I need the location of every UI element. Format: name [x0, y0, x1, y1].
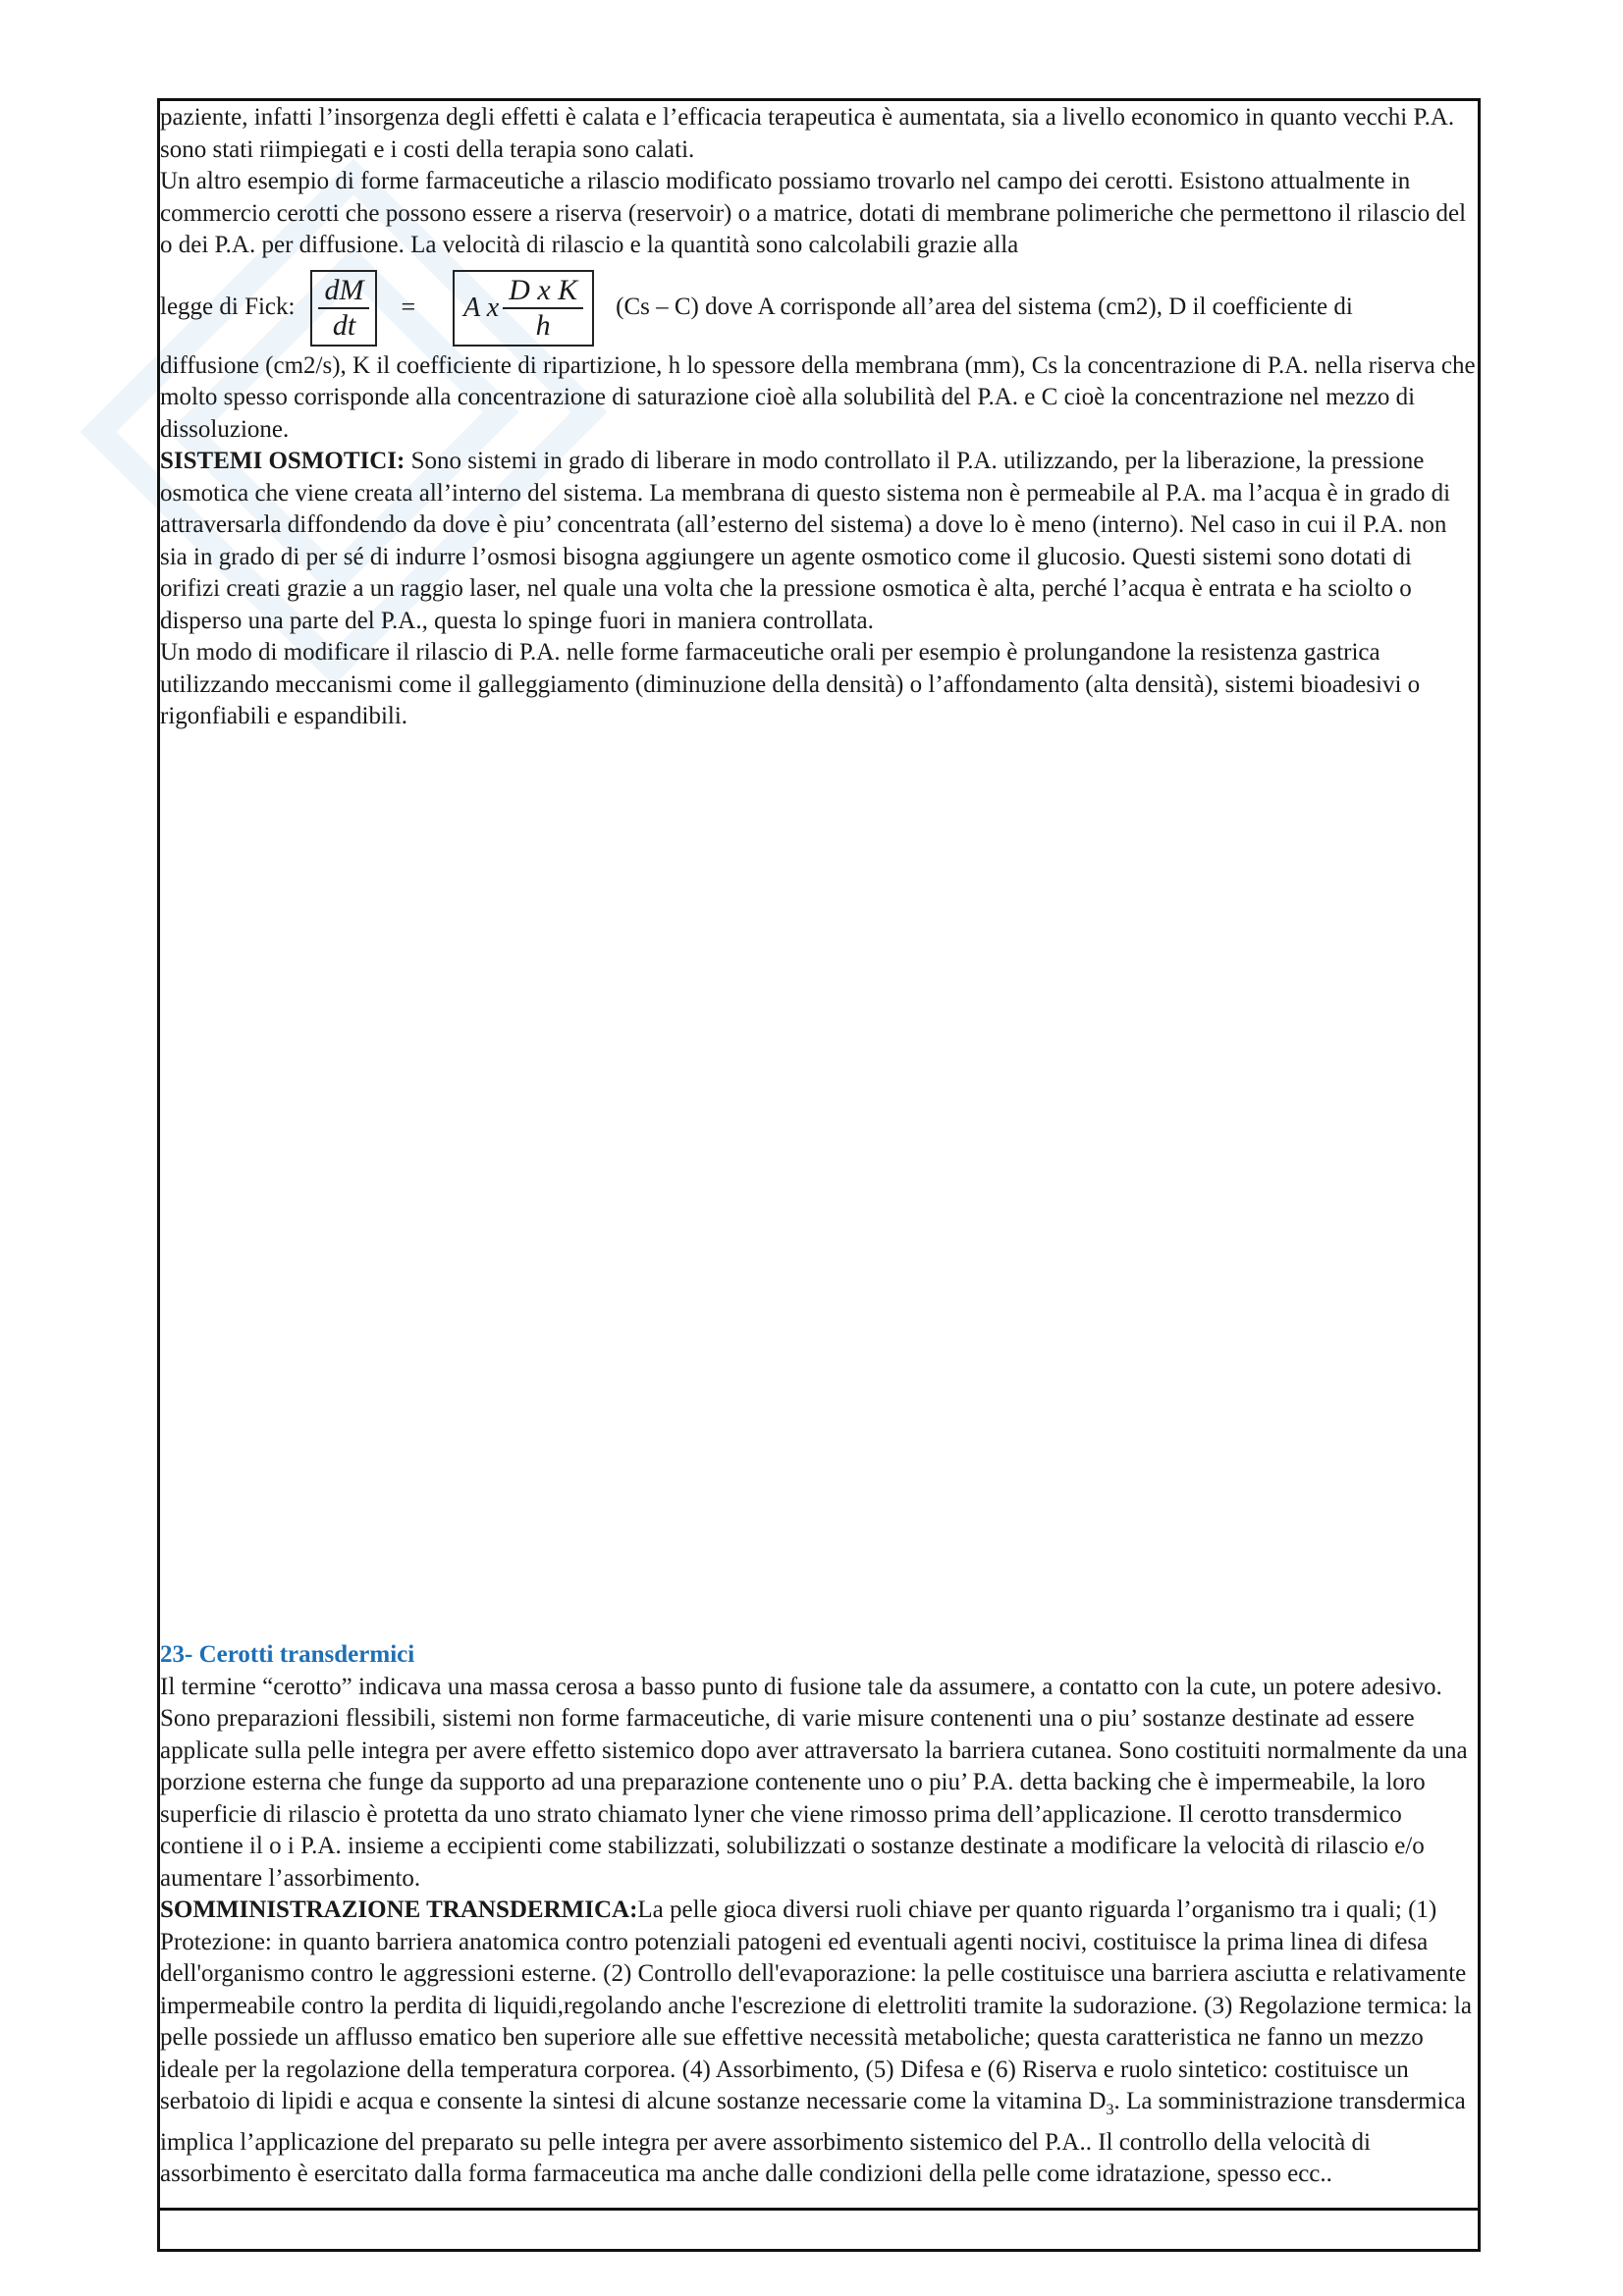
fick-tail-text: (Cs – C) dove A corrisponde all’area del sistema (cm2), D il coefficiente di [616, 294, 1353, 321]
paragraph [160, 1895, 1476, 2191]
top-section [160, 102, 1476, 733]
paragraph: Un altro esempio di forme farmaceutiche a rilascio modificato possiamo trovarlo nel campo dei cerotti. Esistono attualmente in commercio cerotti che possono essere a riserva (reservoir) o a matrice, dotati di membrane polimeriche che permettono il rilascio del o dei P.A. per diffusione. La velocità di rilascio e la quantità sono calcolabili grazie alla [160, 168, 1467, 258]
fraction-dk-h [503, 274, 583, 343]
equals-sign: = [401, 293, 416, 322]
frame-footer-row [157, 2208, 1481, 2252]
numerator: dM [318, 274, 369, 309]
subscript: 3 [1106, 2102, 1114, 2118]
bottom-section [160, 1639, 1476, 2191]
numerator: D x K [503, 274, 583, 309]
paragraph: Il termine “cerotto” indicava una massa cerosa a basso punto di fusione tale da assumere, a contatto con la cute, un potere adesivo. Sono preparazioni flessibili, sistemi non forme farmaceutiche, di varie misure contenenti una o piu’ sostanze destinate ad essere applicate sulla pelle integra per avere effetto sistemico dopo aver attraversato la barriera cutanea. Sono costituiti normalmente da una porzione esterna che funge da supporto ad una preparazione contenente uno o piu’ P.A. detta backing che è impermeabile, la loro superficie di rilascio è protetta da uno strato chiamato lyner che viene rimosso prima dell’applicazione. Il cerotto transdermico contiene il o i P.A. insieme a eccipienti come stabilizzati, solubilizzati o sostanze destinate a modificare la velocità di rilascio e/o aumentare l’assorbimento. [160, 1673, 1468, 1892]
fick-law-line [160, 264, 1476, 352]
paragraph-text: Sono sistemi in grado di liberare in modo controllato il P.A. utilizzando, per la liberazione, la pressione osmotica che viene creata all’interno del sistema. La membrana di questo sistema non è permeabile al P.A. ma l’acqua è in grado di attraversarla diffondendo da dove è piu’ concentrata (all’esterno del sistema) a dove lo è meno (interno). Nel caso in cui il P.A. non sia in grado di per sé di indurre l’osmosi bisogna aggiungere un agente osmotico come il glucosio. Questi sistemi sono dotati di orifizi creati grazie a un raggio laser, nel quale una volta che la pressione osmotica è alta, perché l’acqua è entrata e ha sciolto o disperso una parte del P.A., questa lo spinge fuori in maniera controllata. [160, 448, 1451, 634]
paragraph-text: La pelle gioca diversi ruoli chiave per quanto riguarda l’organismo tra i quali; (1) Protezione: in quanto barriera anatomica contro potenziali patogeni ed eventuali agenti nocivi, costituisce la prima linea di difesa dell'organismo contro le aggressioni esterne. (2) Controllo dell'evaporazione: la pelle costituisce una barriera asciutta e relativamente impermeabile contro la perdita di liquidi,regolando anche l'escrezione di elettroliti tramite la sudorazione. (3) Regolazione termica: la pelle possiede un afflusso ematico ben superiore alle sue effettive necessità metaboliche; questa caratteristica ne fanno un mezzo ideale per la regolazione della temperatura corporea. (4) Assorbimento, (5) Difesa e (6) Riserva e ruolo sintetico: costituisce un serbatoio di lipidi e acqua e consente la sintesi di alcune sostanze necessarie come la vitamina D [160, 1896, 1472, 2114]
bold-term: SISTEMI OSMOTICI: [160, 448, 406, 474]
section-heading: 23- Cerotti transdermici [160, 1641, 415, 1668]
paragraph: paziente, infatti l’insorgenza degli effetti è calata e l’efficacia terapeutica è aumentata, sia a livello economico in quanto vecchi P.A. sono stati riimpiegati e i costi della terapia sono calati. [160, 104, 1455, 163]
formula-box-left [310, 270, 377, 347]
paragraph [160, 446, 1476, 637]
paragraph: Un modo di modificare il rilascio di P.A. nelle forme farmaceutiche orali per esempio è prolungandone la resistenza gastrica utilizzando meccanismi come il galleggiamento (diminuzione della densità) o l’affondamento (alta densità), sistemi bioadesivi o rigonfiabili e espandibili. [160, 639, 1421, 729]
bold-term: SOMMINISTRAZIONE TRANSDERMICA: [160, 1896, 638, 1923]
denominator: dt [332, 308, 356, 342]
denominator: h [535, 308, 551, 342]
fraction-dm-dt [318, 274, 369, 343]
paragraph: diffusione (cm2/s), K il coefficiente di ripartizione, h lo spessore della membrana (mm), Cs la concentrazione di P.A. nella riserva che molto spesso corrisponde alla concentrazione di saturazione cioè alla solubilità del P.A. e C cioè la concentrazione nel mezzo di dissoluzione. [160, 351, 1476, 443]
paragraph-text: . La somministrazione transdermica implica l’applicazione del preparato su pelle integra per avere assorbimento sistemico del P.A.. Il controllo della velocità di assorbimento è esercitato dalla forma farmaceutica ma anche dalle condizioni della pelle come idratazione, spesso ecc.. [160, 2088, 1466, 2187]
area-factor: A x [463, 292, 500, 323]
formula-box-right [453, 270, 594, 347]
fick-label: legge di Fick: [160, 294, 296, 321]
